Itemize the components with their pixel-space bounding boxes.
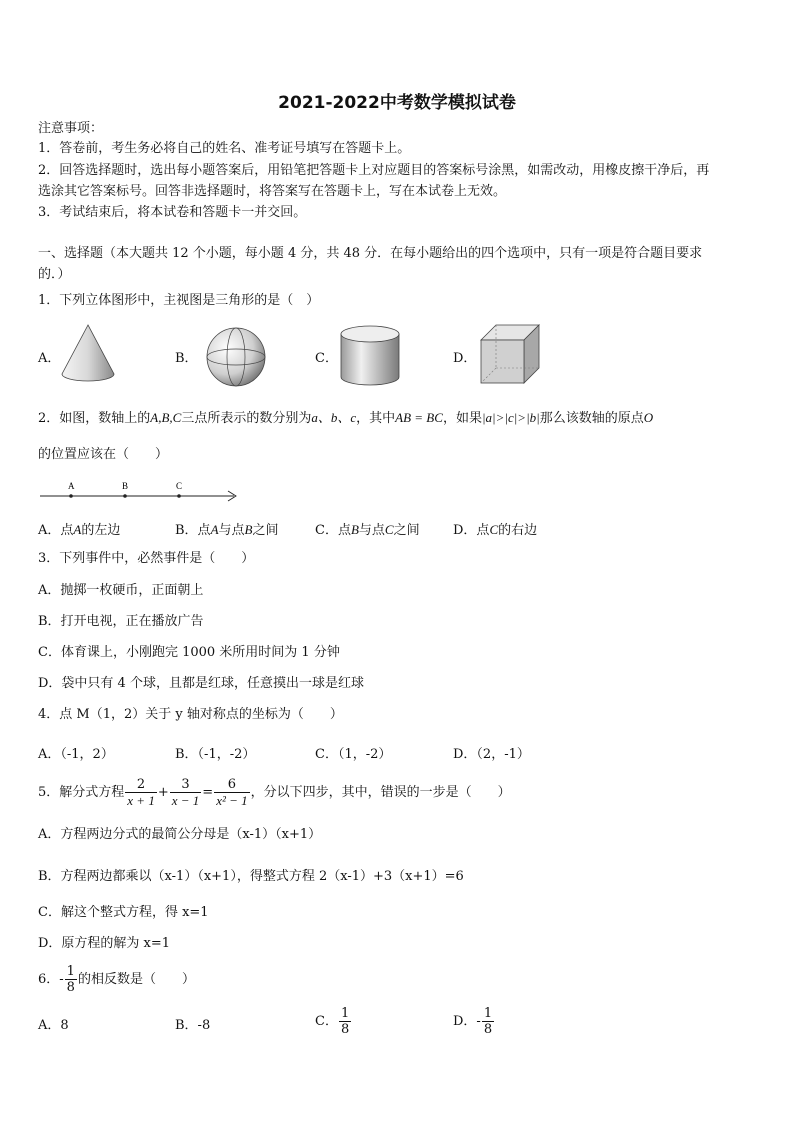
page-title: 2021-2022中考数学模拟试卷 <box>278 93 516 113</box>
q6-fraction: $\frac{1}{8}$ <box>66 964 75 995</box>
notice-item-3: 3．考试结束后，将本试卷和答题卡一并交回。 <box>38 205 307 220</box>
notice-item-2-cont: 选涂其它答案标号。回答非选择题时，将答案写在答题卡上，写在本试卷上无效。 <box>38 184 507 199</box>
q3-option-a: A．抛掷一枚硬币，正面朝上 <box>38 583 204 598</box>
q1-stem: 1．下列立体图形中，主视图是三角形的是（ ） <box>38 293 320 308</box>
q3-option-d: D．袋中只有 4 个球，且都是红球，任意摸出一球是红球 <box>38 676 364 691</box>
point-c-dot <box>177 494 181 498</box>
q2-option-b: B．点A与点B之间 <box>175 522 279 538</box>
q5-fraction-3: $\frac{6}{\text{x² − 1}}$ <box>216 777 248 808</box>
q6-option-d: D．- $\frac{1}{8}$ <box>453 1006 493 1037</box>
cube-icon <box>478 322 542 386</box>
q1-option-b-label: B． <box>175 351 198 366</box>
q6-option-b: B．-8 <box>175 1018 211 1033</box>
q2-option-a: A．点A的左边 <box>38 522 121 538</box>
q1-option-c-label: C． <box>315 351 338 366</box>
q5-stem: 5．解分式方程 $\frac{2}{x + 1}$ + $\frac{3}{x - 1}$ = $\frac{6}{\text{x² − 1}}$ ，分以下四步，其中，错误的一步是（ ） <box>38 777 511 808</box>
notice-item-2: 2．回答选择题时，选出每小题答案后，用铅笔把答题卡上对应题目的答案标号涂黑，如需改动，用橡皮擦干净后，再 <box>38 163 710 178</box>
point-b-label: B <box>122 481 129 491</box>
q4-option-b: B．（-1，-2） <box>175 747 256 762</box>
notice-item-1: 1．答卷前，考生务必将自己的姓名、准考证号填写在答题卡上。 <box>38 141 411 156</box>
q4-stem: 4．点 M（1，2）关于 y 轴对称点的坐标为（ ） <box>38 707 343 722</box>
q5-option-a: A．方程两边分式的最简公分母是（x-1）（x+1） <box>38 827 322 842</box>
q2-option-c: C．点B与点C之间 <box>315 522 420 538</box>
sphere-icon <box>205 326 267 388</box>
q6-option-c: C． $\frac{1}{8}$ <box>315 1006 350 1037</box>
q3-stem: 3．下列事件中，必然事件是（ ） <box>38 551 255 566</box>
cone-icon <box>58 322 118 384</box>
q1-option-d-label: D． <box>453 351 477 366</box>
q4-option-d: D．（2，-1） <box>453 747 530 762</box>
cylinder-icon <box>338 324 402 388</box>
notice-heading: 注意事项： <box>38 121 104 136</box>
point-a-dot <box>69 494 73 498</box>
point-a-label: A <box>68 481 75 491</box>
q4-option-c: C．（1，-2） <box>315 747 392 762</box>
q5-option-c: C．解这个整式方程，得 x=1 <box>38 905 209 920</box>
q3-option-c: C．体育课上，小刚跑完 1000 米所用时间为 1 分钟 <box>38 645 340 660</box>
q1-option-a-label: A． <box>38 351 61 366</box>
q6-option-a: A．8 <box>38 1018 69 1033</box>
q5-option-b: B．方程两边都乘以（x-1）（x+1），得整式方程 2（x-1）+3（x+1）=6 <box>38 869 464 884</box>
q2-stem-cont: 的位置应该在（ ） <box>38 447 169 462</box>
q6-option-c-fraction: $\frac{1}{8}$ <box>340 1006 350 1037</box>
q5-option-d: D．原方程的解为 x=1 <box>38 936 171 951</box>
q6-option-d-fraction: $\frac{1}{8}$ <box>483 1006 493 1037</box>
section-header: 一、选择题（本大题共 12 个小题，每小题 4 分，共 48 分．在每小题给出的四个选项中，只有一项是符合题目要求 <box>38 246 703 261</box>
point-c-label: C <box>176 481 183 491</box>
number-line-figure <box>38 478 243 504</box>
q4-option-a: A．（-1，2） <box>38 747 114 762</box>
q6-stem: 6．- $\frac{1}{8}$ 的相反数是（ ） <box>38 964 195 995</box>
q2-option-d: D．点C的右边 <box>453 522 538 538</box>
q5-fraction-2: $\frac{3}{x - 1}$ <box>171 777 200 808</box>
q3-option-b: B．打开电视，正在播放广告 <box>38 614 204 629</box>
section-header-cont: 的．） <box>38 267 71 282</box>
q5-fraction-1: $\frac{2}{x + 1}$ <box>127 777 155 808</box>
point-b-dot <box>123 494 127 498</box>
q2-stem: 2．如图，数轴上的A,B,C三点所表示的数分别为a、b、c，其中AB = BC，如果|a|>|c|>|b|那么该数轴的原点O <box>38 410 654 426</box>
